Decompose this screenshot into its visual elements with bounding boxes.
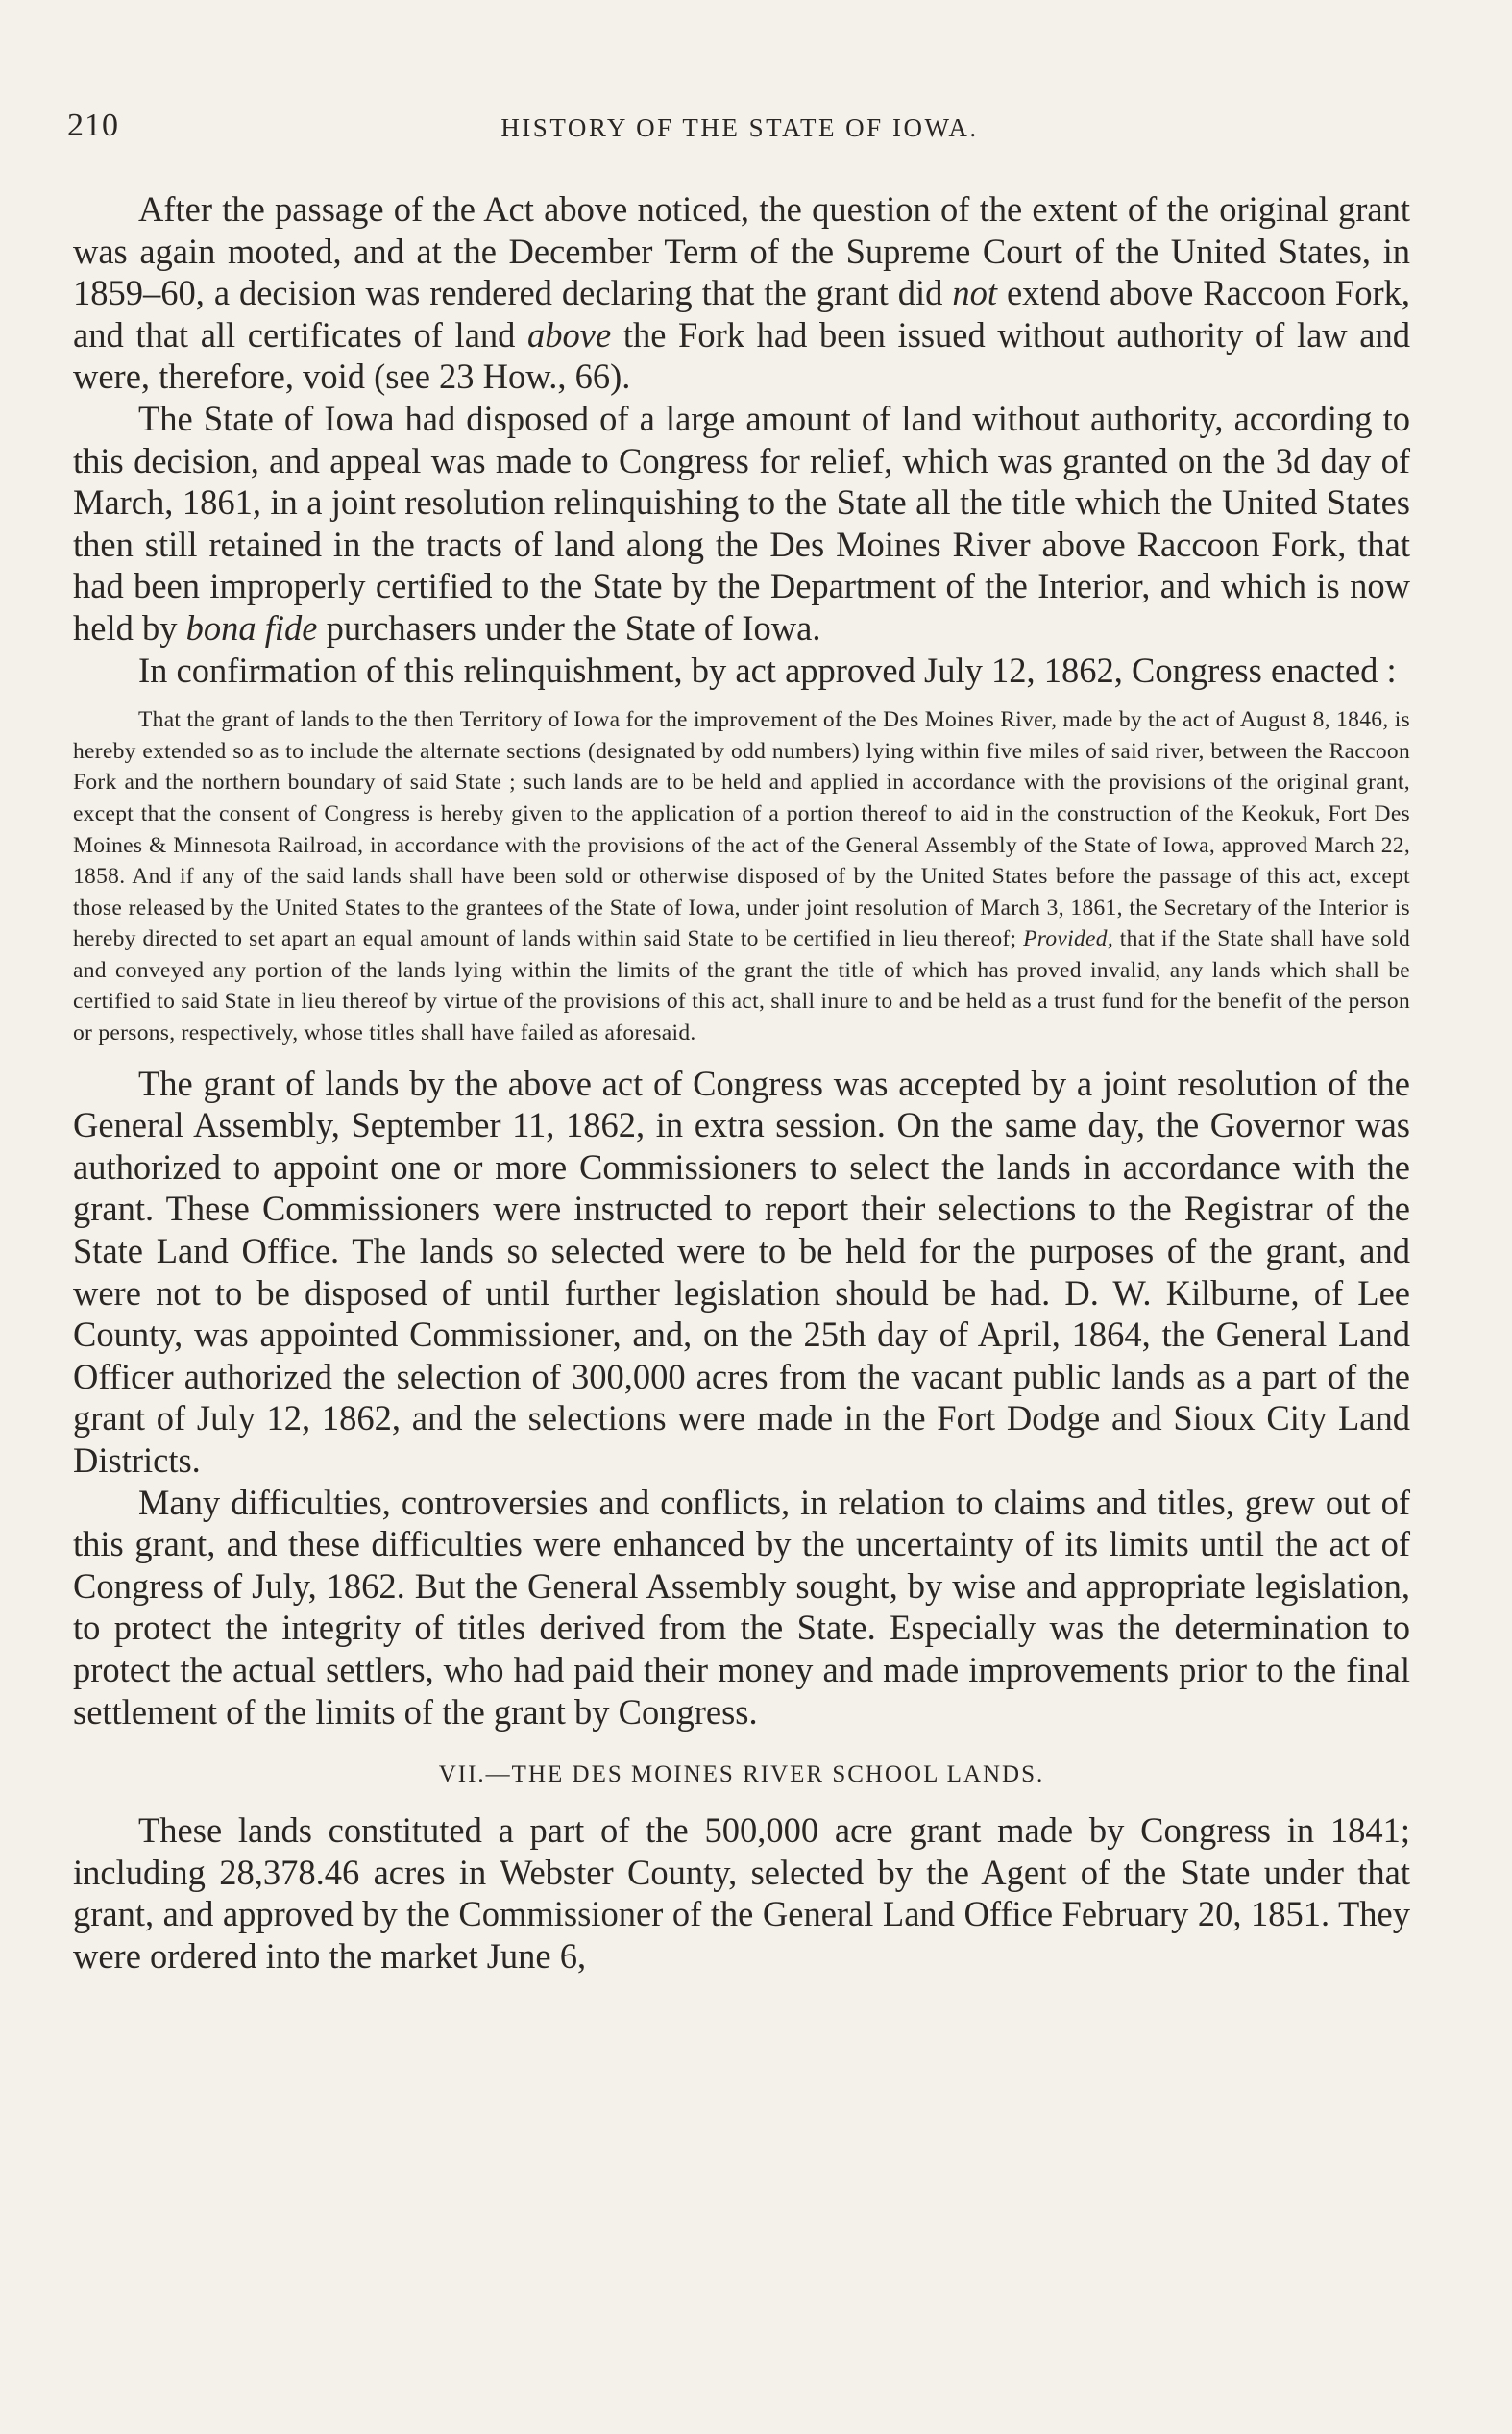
paragraph-text: The State of Iowa had disposed of a large amount of land without authority, according to this decision, and appeal was made to Congress for relief, which was granted on the 3d day of March, 1861, in a joint resolution relinquishing to the State all the title which the United States then still retained in the tracts of land along the Des Moines River above Raccoon Fork, that had been improperly certified to the State by the Department of the Interior, and which is now held by <box>73 398 1410 648</box>
quote-text: That the grant of lands to the then Territory of Iowa for the improvement of the Des Moines River, made by the act of August 8, 1846, is hereby extended so as to include the alternate sections (designated by odd numbers) lying within five miles of said river, between the Raccoon Fork and the northern boundary of said State ; such lands are to be held and applied in accordance with the provisions of the original grant, except that the consent of Congress is hereby given to the application of a portion thereof to aid in the construction of the Keokuk, Fort Des Moines & Minnesota Railroad, in accordance with the provisions of the act of the General Assembly of the State of Iowa, approved March 22, 1858. And if any of the said lands shall have been sold or otherwise disposed of by the United States before the passage of this act, except those released by the United States to the grantees of the State of Iowa, under joint resolution of March 3, 1861, the Secretary of the Interior is hereby directed to set apart an equal amount of lands within said State to be certified in lieu thereof; <box>73 707 1410 952</box>
page-header <box>67 108 1412 146</box>
paragraph-text: the Fork had been issued without authority of law and were, therefore, void (see 23 How., 66). <box>73 314 1410 397</box>
paragraph-text: purchasers under the State of Iowa. <box>317 607 821 648</box>
italic-text: above <box>527 314 612 355</box>
paragraph-text: After the passage of the Act above noticed, the question of the extent of the original grant was again mooted, and at the December Term of the Supreme Court of the United States, in 1859–60, a decision was rendered declaring that the grant did <box>73 189 1410 313</box>
paragraph-congress-relief <box>73 398 1410 650</box>
quoted-act-of-congress <box>73 704 1410 1049</box>
section-heading: VII.—THE DES MOINES RIVER SCHOOL LANDS. <box>438 1761 1045 1788</box>
paragraph-difficulties: Many difficulties, controversies and conflicts, in relation to claims and titles, grew out of this grant, and these difficulties were enhanced by the uncertainty of its limits until the act of Congress of July, 1862. But the General Assembly sought, by wise and appropriate legislation, to protect the integrity of titles derived from the State. Especially was the determination to protect the actual settlers, who had paid their money and made improvements prior to the final settlement of the limits of the grant by Congress. <box>73 1482 1410 1732</box>
italic-text: not <box>952 273 997 313</box>
paragraph-supreme-court-decision <box>73 188 1410 398</box>
paragraph-grant-accepted: The grant of lands by the above act of Congress was accepted by a joint resolution of the General Assembly, September 11, 1862, in extra session. On the same day, the Governor was authorized to appoint one or more Commissioners to select the lands in accordance with the grant. These Commissioners were instructed to report their selections to the Registrar of the State Land Office. The lands so selected were to be held for the purposes of the grant, and were not to be disposed of until further legislation should be had. D. W. Kilburne, of Lee County, was appointed Commissioner, and, on the 25th day of April, 1864, the General Land Officer authorized the selection of 300,000 acres from the vacant public lands as a part of the grant of July 12, 1862, and the selections were made in the Fort Dodge and Sioux City Land Districts. <box>73 1063 1410 1480</box>
italic-text: bona fide <box>185 607 318 648</box>
paragraph-school-lands: These lands constituted a part of the 500,000 acre grant made by Congress in 1841; including 28,378.46 acres in Webster County, selected by the Agent of the State under that grant, and approved by the Commissioner of the General Land Office February 20, 1851. They were ordered into the market June 6, <box>73 1810 1410 1976</box>
body-text <box>73 188 1410 1978</box>
running-title: HISTORY OF THE STATE OF IOWA. <box>500 113 979 142</box>
italic-text: Provided, <box>1023 926 1113 952</box>
quote-text: that if the State shall have sold and conveyed any portion of the lands lying within the limits of the grant the title of which has proved invalid, any lands which shall be certified to said State in lieu thereof by virtue of the provisions of this act, shall inure to and be held as a trust fund for the benefit of the person or persons, respectively, whose titles shall have failed as aforesaid. <box>73 926 1410 1046</box>
paragraph-text: extend above Raccoon Fork, and that all certificates of land <box>73 273 1410 355</box>
paragraph-confirmation: In confirmation of this relinquishment, by act approved July 12, 1862, Congress enacted : <box>138 650 1397 690</box>
page-number: 210 <box>67 108 119 143</box>
